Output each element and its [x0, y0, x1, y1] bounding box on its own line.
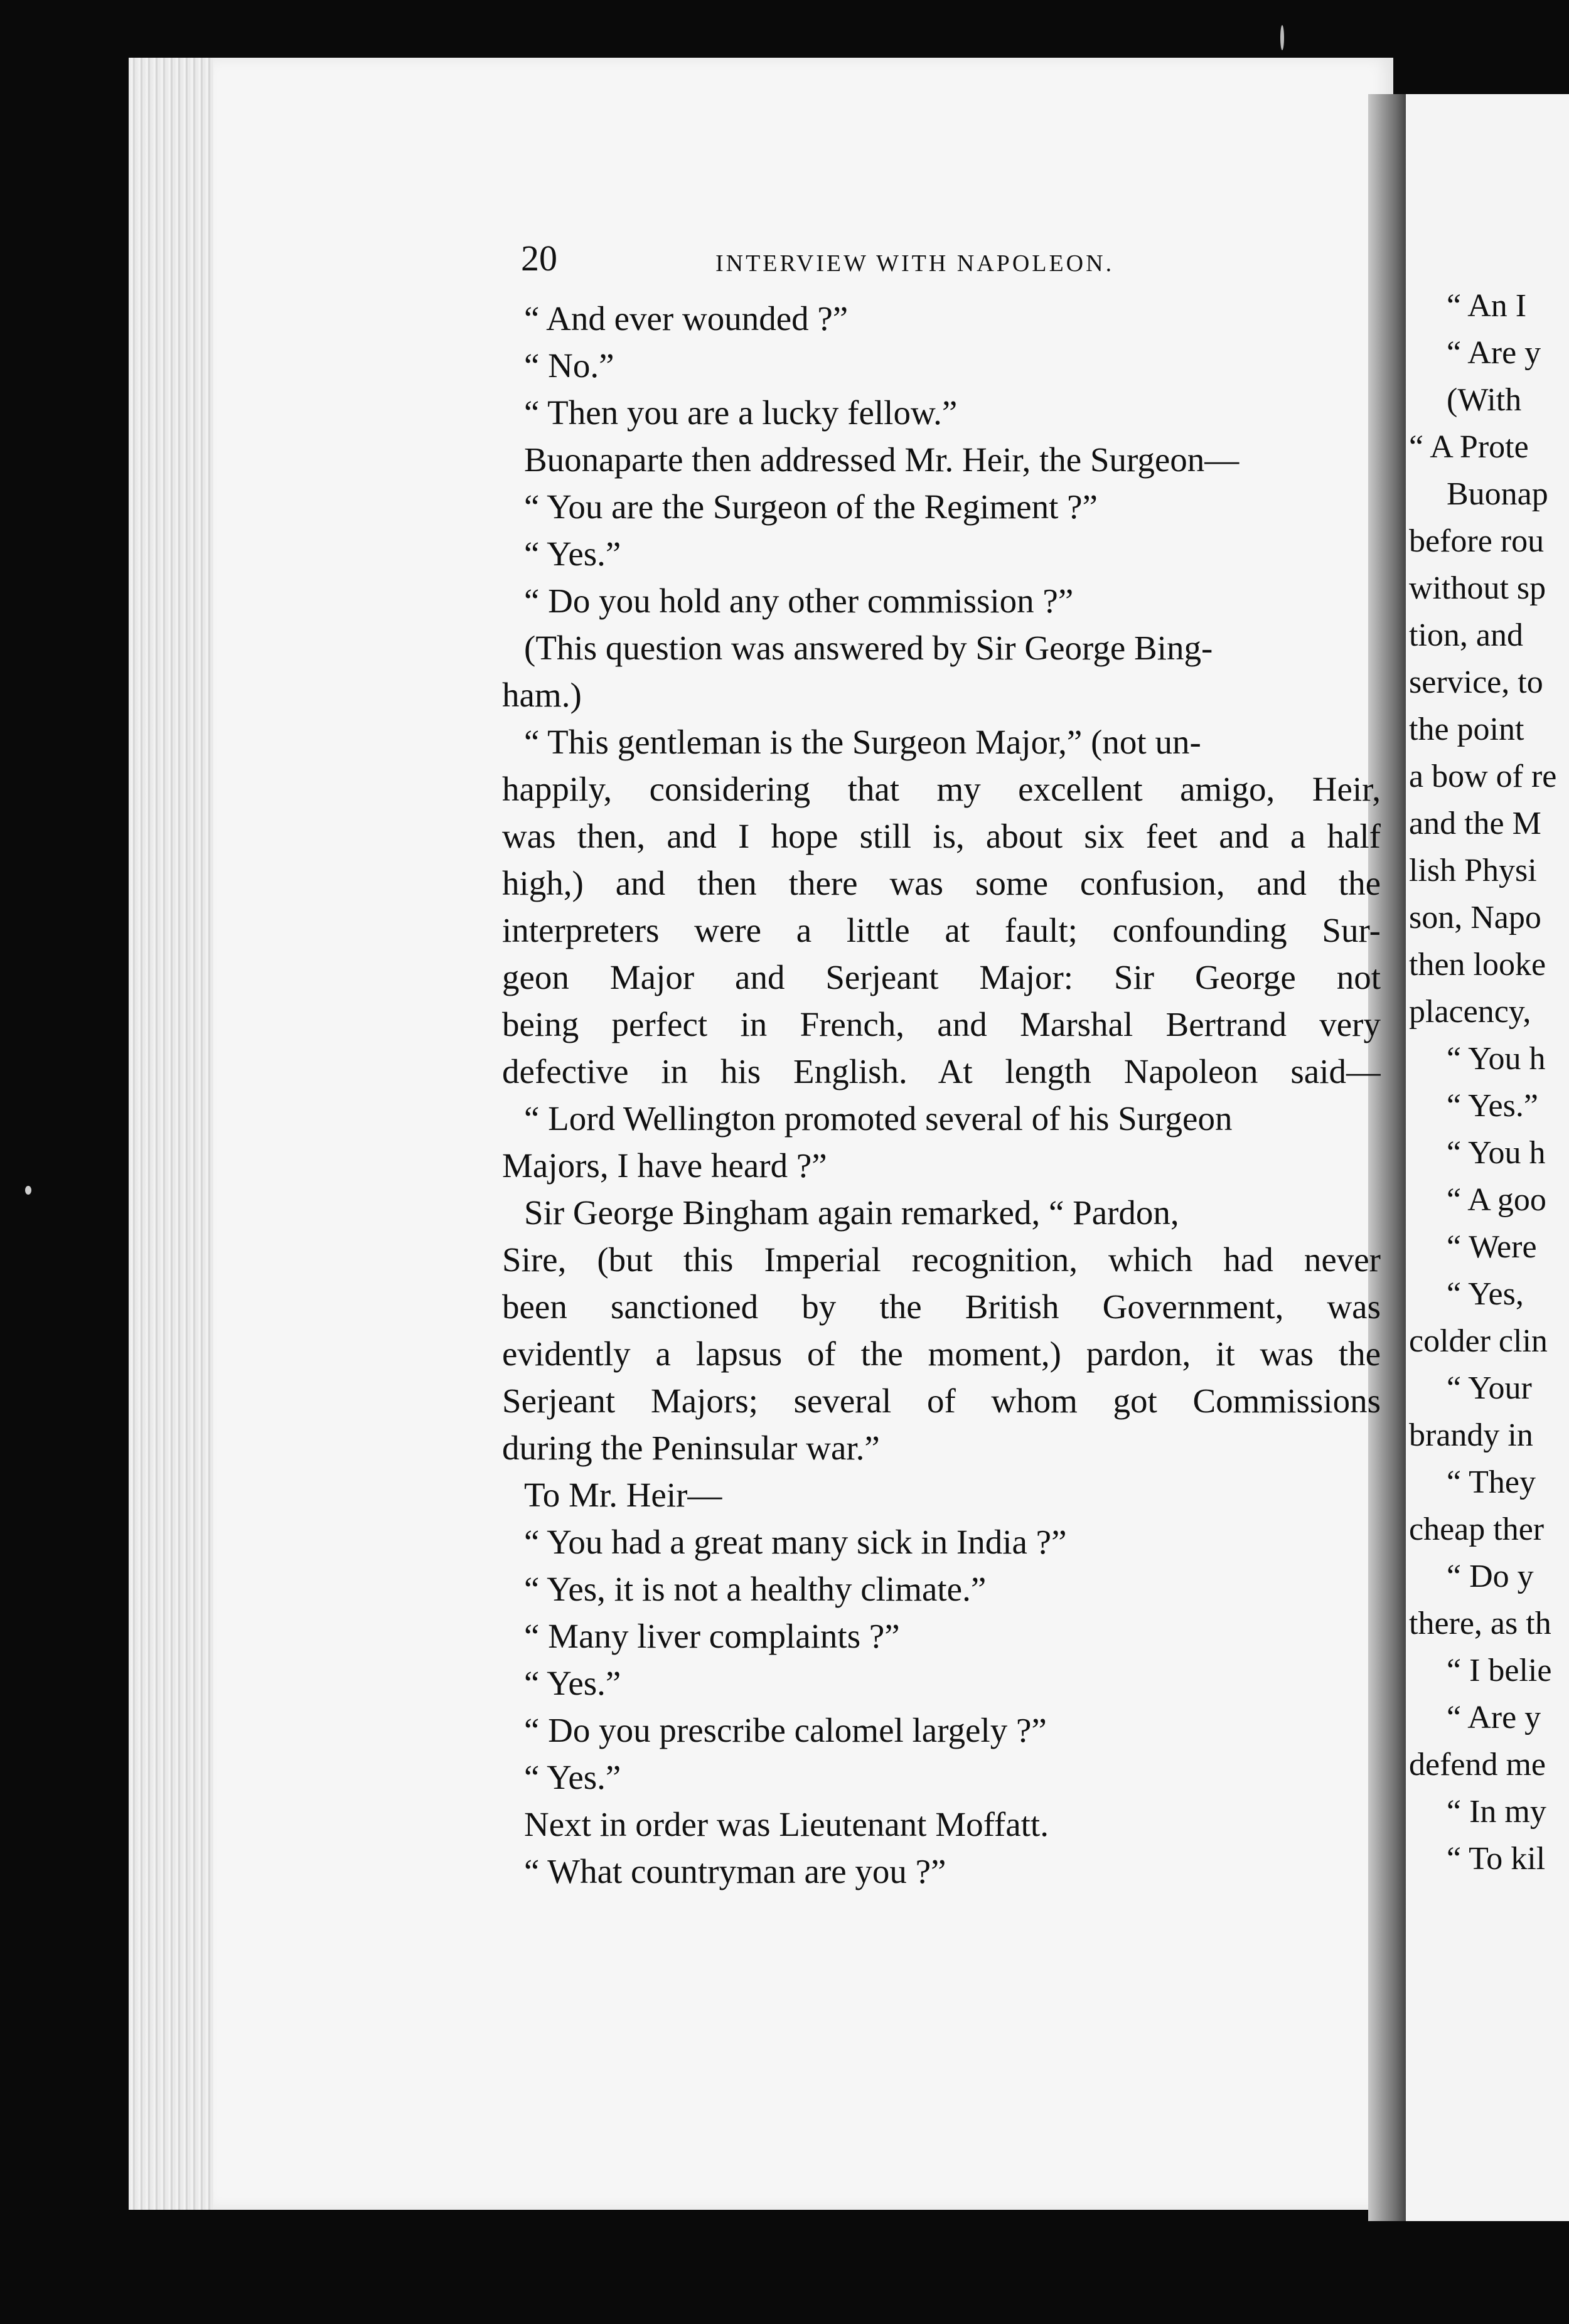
text-line: “ Do you hold any other commission ?”	[524, 582, 1074, 620]
page-edges	[129, 58, 217, 2210]
right-text-line: then looke	[1409, 947, 1546, 983]
right-text-line: “ Yes,	[1447, 1276, 1524, 1312]
text-line: happily, considering that my excellent amigo, Heir,	[502, 770, 1381, 808]
right-text-line: service, to	[1409, 664, 1543, 700]
text-line: “ Yes, it is not a healthy climate.”	[524, 1570, 987, 1608]
text-line: being perfect in French, and Marshal Bertrand very	[502, 1005, 1381, 1043]
right-text-line: there, as th	[1409, 1606, 1551, 1641]
right-text-line: and the M	[1409, 806, 1541, 841]
text-line: To Mr. Heir—	[524, 1476, 722, 1514]
right-text-line: “ I belie	[1447, 1653, 1552, 1688]
right-text-line: placency,	[1409, 994, 1531, 1030]
right-text-line: defend me	[1409, 1747, 1546, 1783]
left-page-text	[502, 295, 1381, 1895]
right-text-line: brandy in	[1409, 1417, 1533, 1453]
right-text-line: “ You h	[1447, 1041, 1546, 1077]
right-text-line: a bow of re	[1409, 759, 1557, 794]
text-line: “ Lord Wellington promoted several of his Surgeon	[524, 1099, 1233, 1138]
right-text-line: “ To kil	[1447, 1841, 1546, 1877]
right-text-line: tion, and	[1409, 617, 1523, 653]
scan-speck	[1280, 25, 1284, 50]
text-line: during the Peninsular war.”	[502, 1429, 880, 1467]
right-text-line: colder clin	[1409, 1323, 1548, 1359]
text-line: “ Yes.”	[524, 535, 621, 573]
text-line: high,) and then there was some confusion, and the	[502, 864, 1381, 902]
right-text-line: cheap ther	[1409, 1511, 1545, 1547]
text-line: “ And ever wounded ?”	[524, 299, 849, 338]
text-line: ham.)	[502, 676, 582, 714]
right-text-line: without sp	[1409, 570, 1546, 606]
right-text-line: “ Are y	[1447, 1700, 1541, 1735]
text-line: “ This gentleman is the Surgeon Major,” (not un-	[524, 723, 1201, 761]
page-header	[521, 237, 1387, 287]
right-text-line: “ They	[1447, 1464, 1536, 1500]
text-line: “ You had a great many sick in India ?”	[524, 1523, 1067, 1561]
right-text-line: son, Napo	[1409, 900, 1541, 935]
right-text-line: (With	[1447, 382, 1522, 418]
right-text-line: “ Are y	[1447, 335, 1541, 371]
text-line: evidently a lapsus of the moment,) pardon, it was the	[502, 1335, 1381, 1373]
right-text-line: “ Do y	[1447, 1559, 1534, 1594]
right-text-line: Buonap	[1447, 476, 1548, 512]
running-title: INTERVIEW WITH NAPOLEON.	[715, 250, 1115, 277]
text-line: “ Do you prescribe calomel largely ?”	[524, 1711, 1047, 1749]
right-text-line: lish Physi	[1409, 853, 1537, 888]
text-line: defective in his English. At length Napoleon said—	[502, 1052, 1381, 1090]
text-line: (This question was answered by Sir George Bing-	[524, 629, 1213, 667]
text-line: was then, and I hope still is, about six feet and a half	[502, 817, 1381, 855]
text-line: Serjeant Majors; several of whom got Commissions	[502, 1382, 1381, 1420]
text-line: “ Yes.”	[524, 1758, 621, 1796]
text-line: geon Major and Serjeant Major: Sir George not	[502, 958, 1381, 996]
right-text-line: before rou	[1409, 523, 1545, 559]
text-line: Buonaparte then addressed Mr. Heir, the Surgeon—	[524, 440, 1240, 479]
page-number: 20	[521, 238, 557, 279]
text-line: “ What countryman are you ?”	[524, 1852, 946, 1890]
right-text-line: “ A goo	[1447, 1182, 1546, 1218]
text-line: Sir George Bingham again remarked, “ Pardon,	[524, 1193, 1179, 1232]
text-line: “ No.”	[524, 346, 614, 385]
right-text-line: the point	[1409, 712, 1524, 747]
right-text-line: “ Your	[1447, 1370, 1532, 1406]
text-line: Sire, (but this Imperial recognition, which had never	[502, 1240, 1381, 1279]
right-text-line: “ Were	[1447, 1229, 1537, 1265]
right-page-text	[1409, 282, 1569, 1882]
text-line: “ Then you are a lucky fellow.”	[524, 393, 958, 432]
right-text-line: “ A Prote	[1409, 429, 1529, 465]
text-line: “ Yes.”	[524, 1664, 621, 1702]
right-text-line: “ You h	[1447, 1135, 1546, 1171]
text-line: interpreters were a little at fault; confounding Sur-	[502, 911, 1381, 949]
scan-speck	[25, 1186, 31, 1195]
right-text-line: “ An I	[1447, 288, 1527, 324]
right-text-line: “ In my	[1447, 1794, 1546, 1830]
text-line: been sanctioned by the British Government, was	[502, 1287, 1381, 1326]
text-line: Next in order was Lieutenant Moffatt.	[524, 1805, 1049, 1843]
text-line: “ Many liver complaints ?”	[524, 1617, 900, 1655]
text-line: “ You are the Surgeon of the Regiment ?”	[524, 488, 1098, 526]
right-text-line: “ Yes.”	[1447, 1088, 1538, 1124]
text-line: Majors, I have heard ?”	[502, 1146, 827, 1185]
